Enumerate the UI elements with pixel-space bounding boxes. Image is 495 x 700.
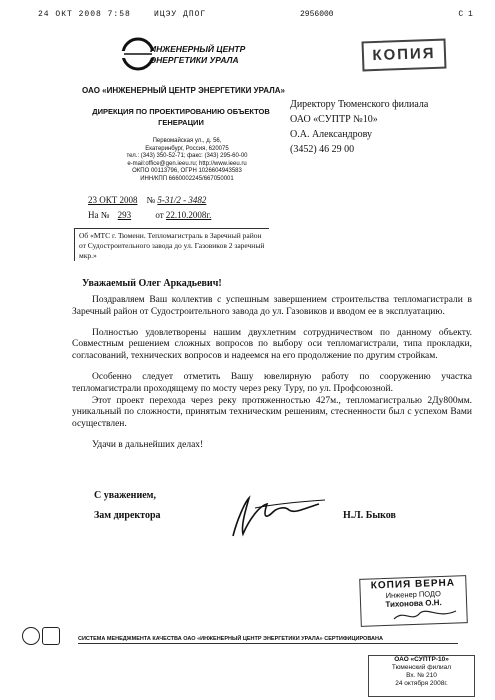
body-paragraph: Особенно следует отметить Вашу ювелирную работу по сооружению участка тепломагистрали проходящему по мосту через реку Туру, по ул. Профсоюзной. [72,371,472,394]
footer-divider [78,643,458,644]
fax-header [38,10,206,19]
fax-number [300,10,473,19]
body-paragraph: Этот проект перехода через реку протяженностью 427м., тепломагистралью 2Ду800мм. уникальный по сложности, принятым техническим решениям, стесненности был с успехом Вами осуществлен. [72,395,472,430]
org-address [92,138,282,183]
ref-from: от [155,210,164,220]
ref-label: На № [88,210,110,220]
fax-datetime: 24 ОКТ 2008 7:58 [38,10,131,19]
company-logo-icon [118,36,158,72]
addressee-line: ОАО «СУПТР №10» [290,114,378,125]
letter-subject: Об «МТС г. Тюмени. Тепломагистраль в Заречный район от Судостроительного завода до ул. Газовиков 2 заречный мкр.» [74,228,269,261]
reg-no-prefix: № [146,195,156,205]
body-paragraph: Удачи в дальнейших делах! [92,439,204,450]
copy-stamp: КОПИЯ [362,39,447,72]
letter-body [72,295,472,461]
fax-sender: ИЦЭУ ДПОГ [154,10,207,19]
logo-line2: ЭНЕРГЕТИКИ УРАЛА [150,55,239,65]
body-paragraph: Поздравляем Ваш коллектив с успешным завершением строительства тепломагистрали в Заречный район от Судостроительного завода до ул. Газовиков и вводом ее в эксплуатацию. [72,295,472,317]
stamp-verna-role: Инженер ПОДО [385,589,442,600]
address-line: ОКПО 00113796, ОГРН 1026604943583 [132,168,242,174]
ref-number: 293 [117,210,132,220]
registration-line [88,195,206,205]
incoming-number: Вх. № 210 [406,672,437,679]
ref-date: 22.10.2008г. [165,210,212,220]
signer-name: Н.Л. Быков [343,510,396,521]
body-paragraph: Полностью удовлетворены нашим двухлетним сотрудничеством по данному объекту. Совместным решением сложных вопросов по выбору оси тепломагистрали, типа прокладки, согласований, технических вопросов и надеемся на его продолжение по другим стройкам. [72,327,472,362]
quality-logo-icon [22,627,40,645]
addressee-line: О.А. Александрову [290,129,373,140]
signer-position: Зам директора [94,510,161,521]
greeting: Уважаемый Олег Аркадьевич! [82,278,222,289]
stamp-signature-icon [390,605,460,625]
address-line: тел.: (343) 350-52-71; факс: (343) 295-60-00 [126,153,248,159]
quality-line: СИСТЕМА МЕНЕДЖМЕНТА КАЧЕСТВА ОАО «ИНЖЕНЕРНЫЙ ЦЕНТР ЭНЕРГЕТИКИ УРАЛА» СЕРТИФИЦИРОВАНА [78,636,383,642]
incoming-date: 24 октября 2008г. [395,680,448,687]
address-line: Екатеринбург, Россия, 620075 [145,145,229,152]
addressee-line: Директору Тюменского филиала [290,99,429,110]
incoming-org: ОАО «СУПТР-10» [394,656,449,663]
logo-line1: ИНЖЕНЕРНЫЙ ЦЕНТР [150,44,246,54]
addressee [290,97,470,157]
reg-number: 5-31/2 - 3482 [157,195,207,205]
reg-date: 23 ОКТ 2008 [88,195,138,205]
stamp-verna-title: КОПИЯ ВЕРНА [370,577,456,592]
closing-regards: С уважением, [94,490,156,501]
certification-logo-icon [42,627,60,645]
address-line: ИНН/КПП 6660002245/667050001 [140,175,234,182]
incoming-branch: Тюменский филиал [391,664,452,671]
address-line: e-mail:office@gen.ieeu.ru; http://www.ieeu.ru [127,160,247,167]
org-department: ДИРЕКЦИЯ ПО ПРОЕКТИРОВАНИЮ ОБЪЕКТОВ ГЕНЕРАЦИИ [92,107,270,127]
incoming-stamp [368,655,475,697]
stamp-verna-person: Тихонова О.Н. [385,598,442,609]
org-name: ОАО «ИНЖЕНЕРНЫЙ ЦЕНТР ЭНЕРГЕТИКИ УРАЛА» [82,86,285,95]
address-line: Первомайская ул., д. 56, [152,138,222,144]
addressee-line: (3452) 46 29 00 [290,144,355,155]
signature-icon [215,490,335,540]
reference-line [88,210,211,220]
fax-number-text: 2956000 [300,10,334,19]
fax-page: С 1 [458,10,473,19]
